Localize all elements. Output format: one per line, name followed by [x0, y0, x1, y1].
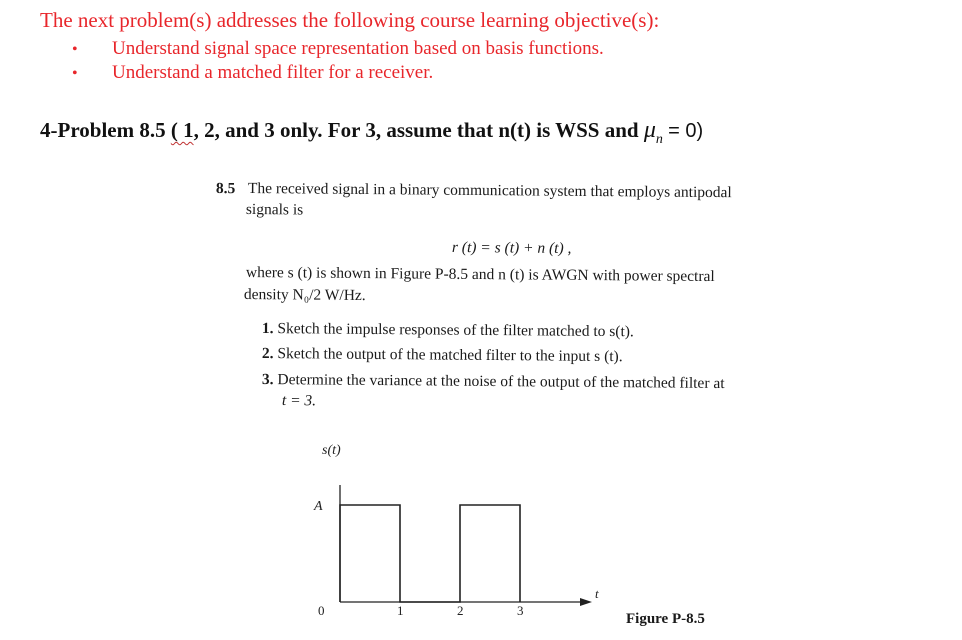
task-text: Sketch the output of the matched filter to the input s (t). [277, 345, 623, 366]
x-axis-arrow-icon [580, 598, 592, 606]
where-text-line: where s (t) is shown in Figure P-8.5 and n (t) is AWGN with power spectral [245, 264, 715, 286]
amplitude-label: A [314, 499, 323, 514]
objective-text: Understand a matched filter for a receiver. [112, 62, 434, 83]
x-tick-label: 2 [457, 603, 464, 618]
y-axis-label: s(t) [322, 443, 341, 458]
signal-waveform [340, 505, 520, 602]
bullet-icon: • [72, 65, 78, 82]
task-text-continuation: t = 3. [281, 392, 317, 410]
x-tick-label: 3 [517, 603, 524, 618]
problem-number: 8.5 [215, 180, 236, 198]
where-text-line: density N₀/2 W/Hz. [243, 286, 366, 305]
task-text: Sketch the impulse responses of the filter matched to s(t). [277, 320, 634, 341]
objectives-intro: The next problem(s) addresses the following course learning objective(s): [40, 8, 660, 32]
problem-heading [40, 117, 704, 147]
task-number: 3. [261, 371, 274, 389]
bullet-icon: • [72, 41, 78, 58]
objective-text: Understand signal space representation based on basis functions. [112, 38, 604, 59]
x-tick-label: 1 [397, 603, 404, 618]
heading-prefix: 4-Problem 8.5 [40, 118, 171, 142]
heading-middle: , 2, and 3 only. For 3, assume that n(t) is WSS and [193, 118, 644, 142]
signal-equation: r (t) = s (t) + n (t) , [451, 239, 572, 258]
mu-symbol: μ [643, 117, 656, 143]
heading-squiggle-text: ( 1 [170, 118, 194, 142]
mu-subscript: n [655, 132, 663, 147]
objective-item [72, 62, 433, 84]
x-tick-label: 0 [318, 603, 325, 618]
task-text: Determine the variance at the noise of the output of the matched filter at [277, 371, 725, 393]
problem-text-line: The received signal in a binary communication system that employs antipodal [247, 180, 732, 202]
signal-figure [300, 430, 610, 625]
x-axis-label: t [595, 586, 599, 601]
problem-text-line: signals is [245, 201, 304, 219]
task-item [262, 320, 634, 341]
task-number: 1. [261, 320, 274, 338]
objective-item [72, 38, 604, 60]
figure-caption: Figure P-8.5 [626, 611, 705, 627]
task-number: 2. [261, 345, 274, 363]
heading-suffix: = 0) [668, 120, 704, 142]
task-item [262, 371, 725, 393]
task-item [262, 345, 623, 366]
